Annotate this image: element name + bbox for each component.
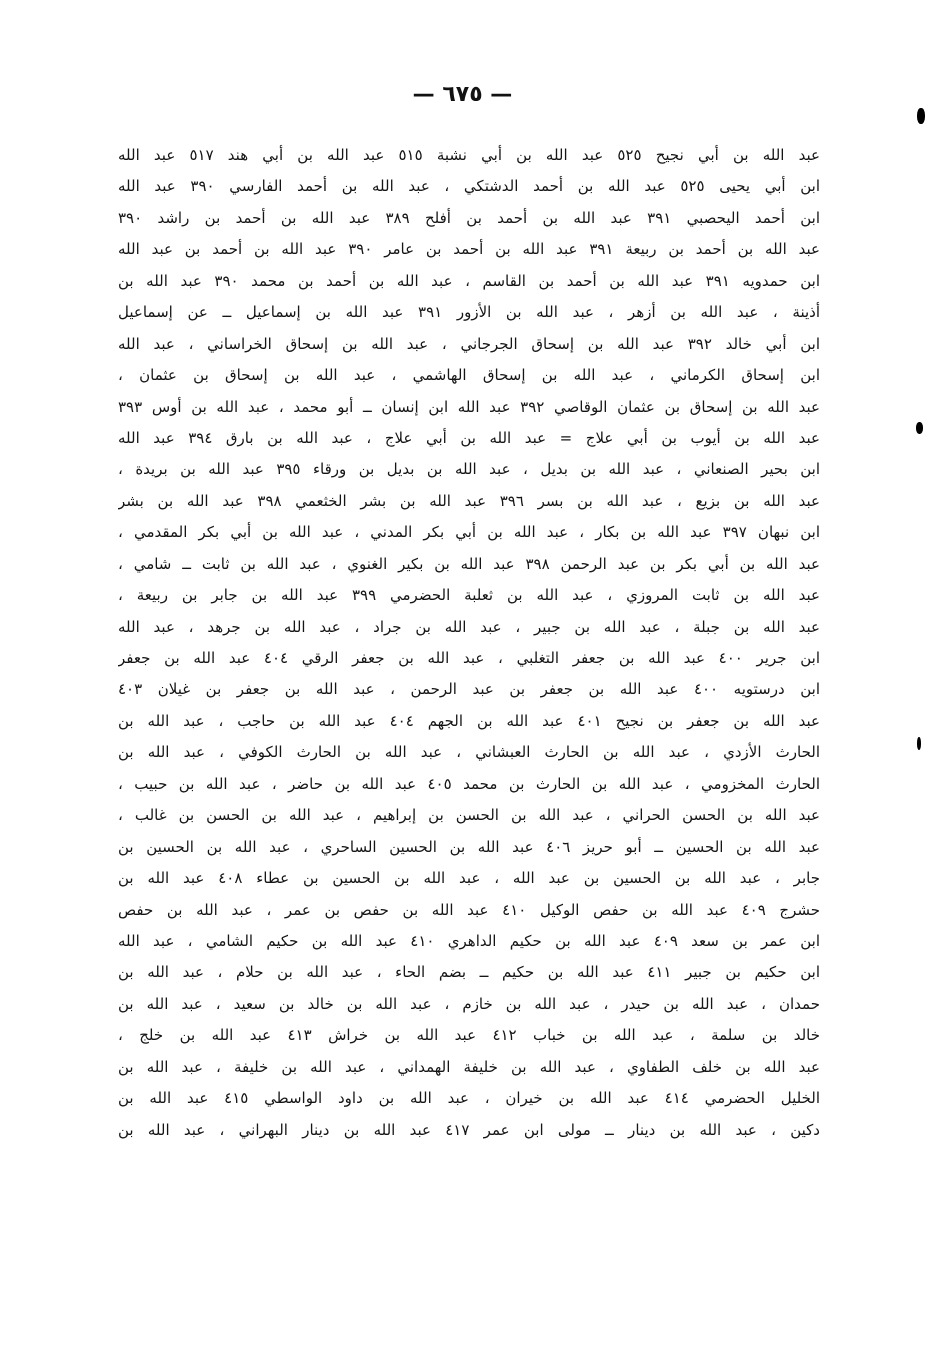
text-line: عبد الله بن جبلة ، عبد الله بن جبير ، عبد الله بن جراد ، عبد الله بن جرهد ، عبد الله [118, 617, 820, 636]
text-line: عبد الله بن الحسن الحراني ، عبد الله بن الحسن بن إبراهيم ، عبد الله بن الحسن بن غالب ، [118, 806, 820, 825]
text-line: عبد الله بن بزيع ، عبد الله بن بسر ٣٩٦ عبد الله بن بشر الخثعمي ٣٩٨ عبد الله بن بشر [118, 491, 820, 510]
text-line: عبد الله بن ثابت المروزي ، عبد الله بن ثعلبة الحضرمي ٣٩٩ عبد الله بن جابر بن ربيعة ، [118, 586, 820, 605]
index-text-block [118, 140, 820, 1146]
text-line: ابن أبي يحيى ٥٢٥ عبد الله بن أحمد الدشتكي ، عبد الله بن أحمد الفارسي ٣٩٠ عبد الله [118, 177, 820, 196]
text-line: حشرج ٤٠٩ عبد الله بن حفص الوكيل ٤١٠ عبد الله بن حفص بن عمر ، عبد الله بن حفص [118, 900, 820, 919]
text-line: الحارث المخزومي ، عبد الله بن الحارث بن محمد ٤٠٥ عبد الله بن حاضر ، عبد الله بن حبيب ، [118, 774, 820, 793]
text-line: أذينة ، عبد الله بن أزهر ، عبد الله بن الأزور ٣٩١ عبد الله بن إسماعيل ــ عن إسماعيل [118, 303, 820, 322]
scan-edge-mark [917, 737, 921, 750]
text-line: عبد الله بن إسحاق بن عثمان الوقاصي ٣٩٢ عبد الله ابن إنسان ــ أبو محمد ، عبد الله بن أوس ٣٩٣ [118, 397, 820, 416]
text-line: ابن حكيم بن جبير ٤١١ عبد الله بن حكيم ــ بضم الحاء ، عبد الله بن حلام ، عبد الله بن [118, 963, 820, 982]
text-line: ابن أحمد اليحصبي ٣٩١ عبد الله بن أحمد بن أفلح ٣٨٩ عبد الله بن أحمد بن راشد ٣٩٠ [118, 208, 820, 227]
text-line: حمدان ، عبد الله بن حيدر ، عبد الله بن خازم ، عبد الله بن خالد بن سعيد ، عبد الله بن [118, 994, 820, 1013]
text-line: عبد الله بن الحسين ــ أبو حريز ٤٠٦ عبد الله بن الحسين الساحري ، عبد الله بن الحسين بن [118, 837, 820, 856]
scan-edge-mark [917, 108, 925, 124]
text-line: ابن نبهان ٣٩٧ عبد الله بن بكار ، عبد الله بن أبي بكر المدني ، عبد الله بن أبي بكر المقدمي ، [118, 523, 820, 542]
text-line: عبد الله بن خلف الطفاوي ، عبد الله بن خليفة الهمداني ، عبد الله بن خليفة ، عبد الله بن [118, 1057, 820, 1076]
text-line: جابر ، عبد الله بن الحسين بن عبد الله ، عبد الله بن الحسين بن عطاء ٤٠٨ عبد الله بن [118, 869, 820, 888]
text-line: خالد بن سلمة ، عبد الله بن خباب ٤١٢ عبد الله بن خراش ٤١٣ عبد الله بن خلج ، [118, 1026, 820, 1045]
text-line: عبد الله بن أبي بكر بن عبد الرحمن ٣٩٨ عبد الله بن بكير الغنوي ، عبد الله بن ثابت ــ شامي ، [118, 554, 820, 573]
scan-edge-mark [916, 422, 923, 434]
text-line: عبد الله بن أبي نجيح ٥٢٥ عبد الله بن أبي نشبة ٥١٥ عبد الله بن أبي هند ٥١٧ عبد الله [118, 146, 820, 164]
text-line: ابن عمر بن سعد ٤٠٩ عبد الله بن حكيم الداهري ٤١٠ عبد الله بن حكيم الشامي ، عبد الله [118, 931, 820, 950]
text-line: عبد الله بن جعفر بن نجيح ٤٠١ عبد الله بن الجهم ٤٠٤ عبد الله بن حاجب ، عبد الله بن [118, 711, 820, 730]
text-line: ابن درستويه ٤٠٠ عبد الله بن جعفر بن عبد الرحمن ، عبد الله بن جعفر بن غيلان ٤٠٣ [118, 680, 820, 699]
text-line: ابن بحير الصنعاني ، عبد الله بن بديل ، عبد الله بن بديل بن ورقاء ٣٩٥ عبد الله بن بريدة ، [118, 460, 820, 479]
text-line: عبد الله بن أيوب بن أبي علاج = عبد الله بن أبي علاج ، عبد الله بن بارق ٣٩٤ عبد الله [118, 428, 820, 447]
text-line: الخليل الحضرمي ٤١٤ عبد الله بن خيران ، عبد الله بن داود الواسطي ٤١٥ عبد الله بن [118, 1089, 820, 1108]
text-line: ابن أبي خالد ٣٩٢ عبد الله بن إسحاق الجرجاني ، عبد الله بن إسحاق الخراساني ، عبد الله [118, 334, 820, 353]
text-line: عبد الله بن أحمد بن ربيعة ٣٩١ عبد الله بن أحمد بن عامر ٣٩٠ عبد الله بن أحمد بن عبد الله [118, 240, 820, 259]
page-number: — ٦٧٥ — [412, 82, 513, 107]
text-line: دكين ، عبد الله بن دينار ــ مولى ابن عمر ٤١٧ عبد الله بن دينار البهراني ، عبد الله بن [118, 1120, 820, 1139]
text-line: ابن جرير ٤٠٠ عبد الله بن جعفر التغلبي ، عبد الله بن جعفر الرقي ٤٠٤ عبد الله بن جعفر [118, 649, 820, 667]
text-line: الحارث الأزدي ، عبد الله بن الحارث العبشاني ، عبد الله بن الحارث الكوفي ، عبد الله بن [118, 743, 820, 762]
text-line: ابن حمدويه ٣٩١ عبد الله بن أحمد بن القاسم ، عبد الله بن أحمد بن محمد ٣٩٠ عبد الله بن [118, 271, 820, 290]
text-line: ابن إسحاق الكرماني ، عبد الله بن إسحاق الهاشمي ، عبد الله بن إسحاق بن عثمان ، [118, 366, 820, 385]
